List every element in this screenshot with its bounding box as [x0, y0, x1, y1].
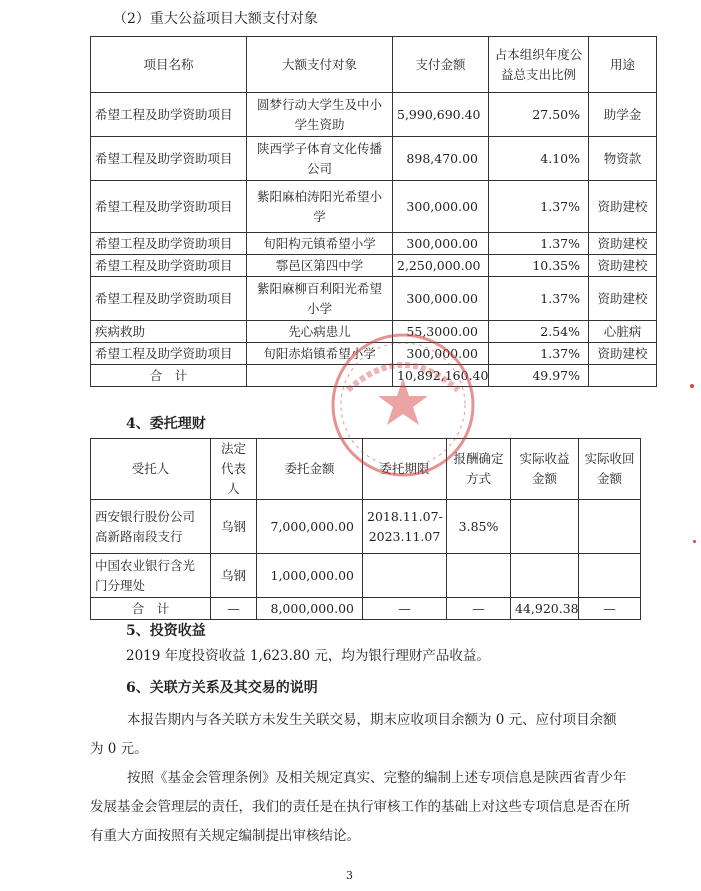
red-seal-stamp-icon — [328, 330, 478, 480]
t2-total-label: 合 计 — [91, 598, 211, 620]
project-name-cell: 希望工程及助学资助项目 — [91, 255, 247, 277]
table-row — [91, 255, 657, 277]
recipient-cell: 紫阳麻柳百利阳光希望小学 — [247, 277, 393, 321]
recipient-cell: 先心病患儿 — [247, 321, 393, 343]
t2-total-income: 44,920.38 — [511, 598, 579, 620]
section6-title: 6、关联方关系及其交易的说明 — [126, 680, 318, 696]
recovered-cell — [579, 500, 641, 554]
use-cell: 助学金 — [589, 93, 657, 137]
recipient-cell: 旬阳赤焰镇希望小学 — [247, 343, 393, 365]
recipient-cell: 鄠邑区第四中学 — [247, 255, 393, 277]
use-cell: 资助建校 — [589, 233, 657, 255]
col-header-use: 用途 — [589, 37, 657, 93]
table-row — [91, 181, 657, 233]
closing-paragraph: 按照《基金会管理条例》及相关规定真实、完整的编制上述专项信息是陕西省青少年发展基金会管理层的责任，我们的责任是在执行审核工作的基础上对这些专项信息是否在所有重大方面按照有关规定编制提出审核结论。 — [90, 770, 630, 844]
col-header-entrust-amount: 委托金额 — [257, 439, 363, 500]
t2-total-amount: 8,000,000.00 — [257, 598, 363, 620]
table2-row — [91, 554, 641, 598]
amount-cell: 55,3000.00 — [393, 321, 489, 343]
table2-row — [91, 500, 641, 554]
amount-cell: 5,990,690.40 — [393, 93, 489, 137]
entrust-amount-cell: 1,000,000.00 — [257, 554, 363, 598]
table-row — [91, 277, 657, 321]
project-name-cell: 希望工程及助学资助项目 — [91, 343, 247, 365]
section2-title: （2）重大公益项目大额支付对象 — [113, 11, 318, 27]
col-header-project: 项目名称 — [91, 37, 247, 93]
col-header-recovered: 实际收回金额 — [579, 439, 641, 500]
table-row — [91, 233, 657, 255]
entrust-amount-cell: 7,000,000.00 — [257, 500, 363, 554]
table-header-row — [91, 37, 657, 93]
trustee-cell: 西安银行股份公司高新路南段支行 — [91, 500, 211, 554]
amount-cell: 2,250,000.00 — [393, 255, 489, 277]
use-cell: 物资款 — [589, 137, 657, 181]
rate-cell: 3.85% — [447, 500, 511, 554]
trustee-cell: 中国农业银行含光门分理处 — [91, 554, 211, 598]
ratio-cell: 2.54% — [489, 321, 589, 343]
col-header-recipient: 大额支付对象 — [247, 37, 393, 93]
total-amount: 10,892,160.40 — [393, 365, 489, 387]
amount-cell: 300,000.00 — [393, 343, 489, 365]
ratio-cell: 1.37% — [489, 277, 589, 321]
project-name-cell: 希望工程及助学资助项目 — [91, 137, 247, 181]
recipient-cell: 紫阳麻柏涛阳光希望小学 — [247, 181, 393, 233]
recipient-cell: 圆梦行动大学生及中小学生资助 — [247, 93, 393, 137]
table2-total-row — [91, 598, 641, 620]
rep-cell: 乌钢 — [211, 554, 257, 598]
project-name-cell: 希望工程及助学资助项目 — [91, 181, 247, 233]
term-cell — [363, 554, 447, 598]
use-cell: 资助建校 — [589, 277, 657, 321]
rate-cell — [447, 554, 511, 598]
table-row — [91, 93, 657, 137]
ratio-cell: 10.35% — [489, 255, 589, 277]
col-header-trustee: 受托人 — [91, 439, 211, 500]
term-cell: 2018.11.07-2023.11.07 — [363, 500, 447, 554]
total-use-cell — [589, 365, 657, 387]
project-name-cell: 希望工程及助学资助项目 — [91, 233, 247, 255]
ratio-cell: 1.37% — [489, 233, 589, 255]
income-cell — [511, 554, 579, 598]
project-name-cell: 疾病救助 — [91, 321, 247, 343]
recovered-cell — [579, 554, 641, 598]
total-label: 合 计 — [91, 365, 247, 387]
red-mark — [693, 540, 696, 543]
recipient-cell: 旬阳构元镇希望小学 — [247, 233, 393, 255]
amount-cell: 898,470.00 — [393, 137, 489, 181]
use-cell: 资助建校 — [589, 255, 657, 277]
ratio-cell: 4.10% — [489, 137, 589, 181]
use-cell: 资助建校 — [589, 343, 657, 365]
project-name-cell: 希望工程及助学资助项目 — [91, 277, 247, 321]
use-cell: 心脏病 — [589, 321, 657, 343]
recipient-cell: 陕西学子体育文化传播公司 — [247, 137, 393, 181]
col-header-income: 实际收益金额 — [511, 439, 579, 500]
t2-total-rep: — — [211, 598, 257, 620]
project-name-cell: 希望工程及助学资助项目 — [91, 93, 247, 137]
table-row — [91, 137, 657, 181]
col-header-rep: 法定代表人 — [211, 439, 257, 500]
t2-total-recovered: — — [579, 598, 641, 620]
section6-text: 本报告期内与各关联方未发生关联交易，期末应收项目余额为 0 元、应付项目余额为 0 元。 — [90, 712, 617, 757]
t2-total-term: — — [363, 598, 447, 620]
rep-cell: 乌钢 — [211, 500, 257, 554]
use-cell: 资助建校 — [589, 181, 657, 233]
income-cell — [511, 500, 579, 554]
col-header-amount: 支付金额 — [393, 37, 489, 93]
section4-title: 4、委托理财 — [126, 416, 206, 432]
ratio-cell: 1.37% — [489, 181, 589, 233]
total-pct: 49.97% — [489, 365, 589, 387]
section5-text: 2019 年度投资收益 1,623.80 元，均为银行理财产品收益。 — [126, 648, 490, 664]
col-header-term: 委托期限 — [363, 439, 447, 500]
t2-total-rate: — — [447, 598, 511, 620]
ratio-cell: 1.37% — [489, 343, 589, 365]
col-header-ratio: 占本组织年度公益总支出比例 — [489, 37, 589, 93]
page-number: 3 — [346, 869, 353, 882]
section5-title: 5、投资收益 — [126, 623, 206, 639]
red-mark — [690, 384, 694, 388]
amount-cell: 300,000.00 — [393, 233, 489, 255]
ratio-cell: 27.50% — [489, 93, 589, 137]
amount-cell: 300,000.00 — [393, 181, 489, 233]
amount-cell: 300,000.00 — [393, 277, 489, 321]
col-header-rate-method: 报酬确定方式 — [447, 439, 511, 500]
